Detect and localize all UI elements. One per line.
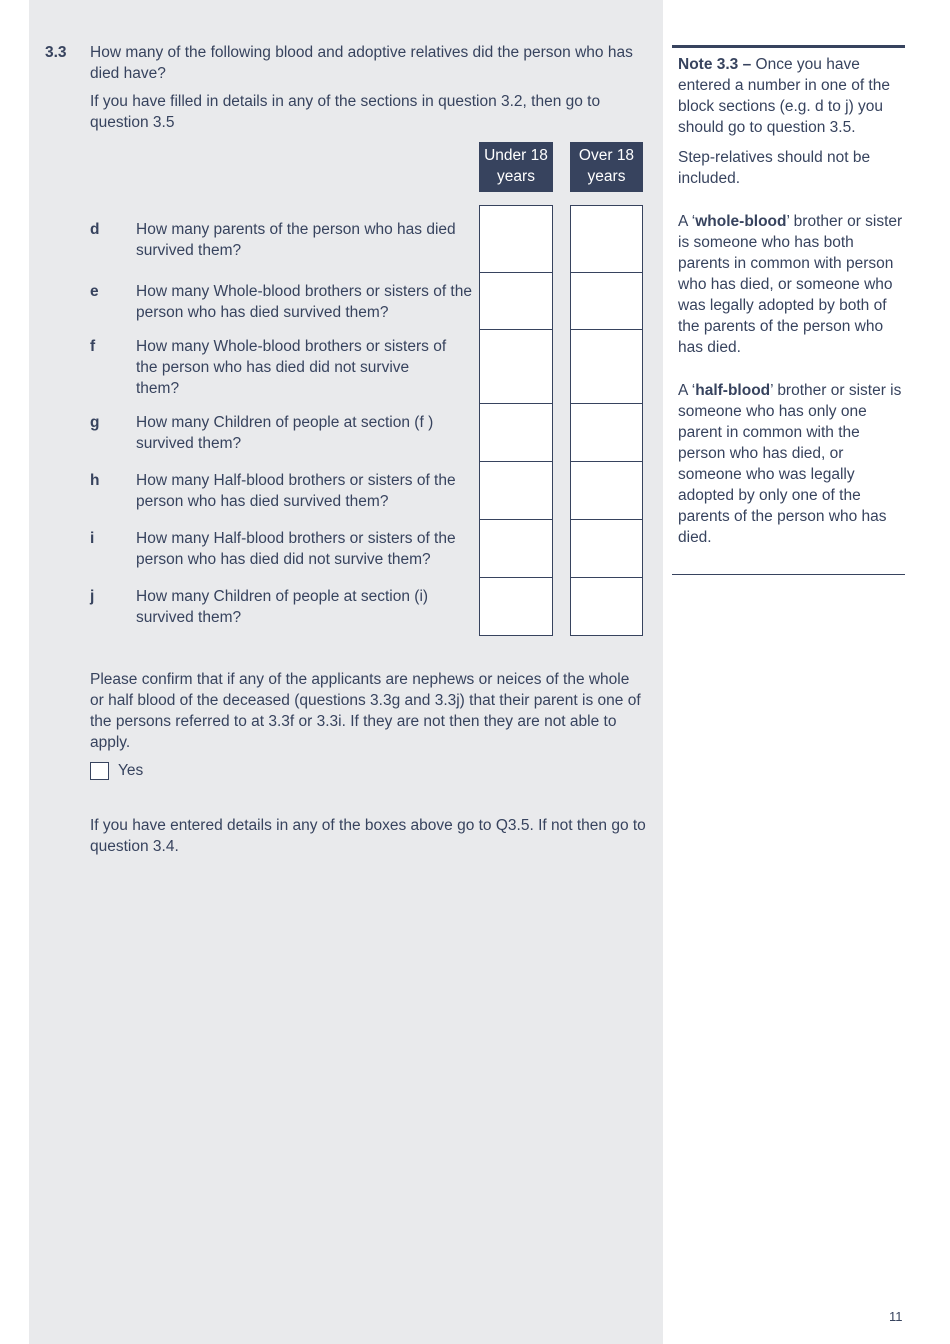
- row-text-h: How many Half-blood brothers or sisters of the person who has died survived them?: [136, 472, 456, 510]
- input-h-under-18[interactable]: [479, 461, 553, 520]
- row-text-f: How many Whole-blood brothers or sisters of the person who has died did not survive them?: [136, 338, 447, 397]
- input-d-under-18[interactable]: [479, 205, 553, 273]
- row-letter-f: f: [90, 338, 96, 355]
- confirm-text: Please confirm that if any of the applicants are nephews or neices of the whole or half blood of the deceased (questions 3.3g and 3.3j) that their parent is one of the persons referred to at 3.3f or 3.3i. If they are not then they are not able to apply.: [90, 671, 641, 751]
- row-text-e: How many Whole-blood brothers or sisters of the person who has died survived them?: [136, 283, 472, 321]
- note-paragraph-2: Step-relatives should not be included.: [678, 149, 871, 187]
- input-j-under-18[interactable]: [479, 577, 553, 636]
- row-letter-d: d: [90, 221, 100, 238]
- input-h-over-18[interactable]: [570, 461, 643, 520]
- note-text-1: Once you have entered a number in one of the block sections (e.g. d to j) you should go to question 3.5.: [678, 56, 890, 136]
- input-g-over-18[interactable]: [570, 403, 643, 462]
- row-text-j: How many Children of people at section (i) survived them?: [136, 588, 429, 626]
- question-instruction: If you have filled in details in any of the sections in question 3.2, then go to question 3.5: [90, 93, 601, 131]
- question-text: How many of the following blood and adoptive relatives did the person who has died have?: [90, 44, 633, 82]
- column-header-over-18: Over 18 years: [570, 142, 643, 192]
- input-i-under-18[interactable]: [479, 519, 553, 578]
- input-d-over-18[interactable]: [570, 205, 643, 273]
- column-header-under-18: Under 18 years: [479, 142, 553, 192]
- row-letter-e: e: [90, 283, 99, 300]
- yes-checkbox[interactable]: [90, 762, 109, 780]
- note-quote-open-2: A ‘: [678, 382, 696, 399]
- page-number: 11: [889, 1309, 903, 1324]
- half-blood-term: half-blood: [695, 382, 771, 399]
- half-blood-definition: ’ brother or sister is someone who has only one parent in common with the person who has died, or someone who was legally adopted by only one of the parents of the person who has died.: [678, 382, 902, 546]
- row-text-d: How many parents of the person who has died survived them?: [136, 221, 456, 259]
- row-text-g: How many Children of people at section (f ) survived them?: [136, 414, 434, 452]
- note-paragraph-1: [678, 54, 905, 138]
- question-number: 3.3: [45, 44, 67, 61]
- whole-blood-term: whole-blood: [695, 213, 787, 230]
- row-letter-i: i: [90, 530, 95, 547]
- note-title: Note 3.3 –: [678, 56, 752, 73]
- input-f-under-18[interactable]: [479, 329, 553, 404]
- input-e-under-18[interactable]: [479, 272, 553, 330]
- row-letter-g: g: [90, 414, 100, 431]
- input-i-over-18[interactable]: [570, 519, 643, 578]
- note-quote-open: A ‘: [678, 213, 696, 230]
- goto-instruction: If you have entered details in any of the boxes above go to Q3.5. If not then go to question 3.4.: [90, 817, 646, 855]
- input-f-over-18[interactable]: [570, 329, 643, 404]
- whole-blood-definition: ’ brother or sister is someone who has both parents in common with person who has died, or someone who was legally adopted by both of the parents of the person who has died.: [678, 213, 903, 356]
- row-text-i: How many Half-blood brothers or sisters of the person who has died did not survive them?: [136, 530, 456, 568]
- yes-checkbox-label: Yes: [118, 762, 144, 779]
- row-letter-h: h: [90, 472, 100, 489]
- note-paragraph-half-blood: [678, 380, 905, 548]
- input-j-over-18[interactable]: [570, 577, 643, 636]
- row-letter-j: j: [90, 588, 95, 605]
- input-e-over-18[interactable]: [570, 272, 643, 330]
- note-panel: [672, 45, 905, 575]
- note-paragraph-whole-blood: [678, 211, 905, 358]
- input-g-under-18[interactable]: [479, 403, 553, 462]
